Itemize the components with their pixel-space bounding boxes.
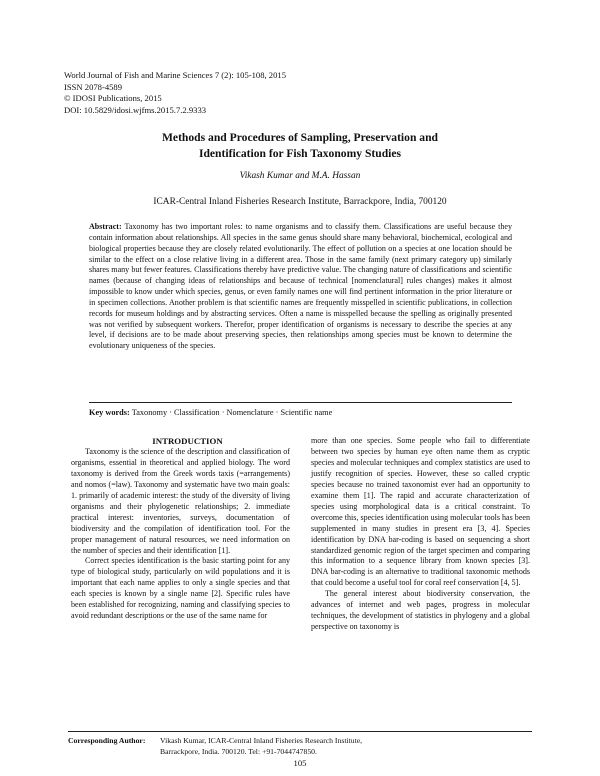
page-number: 105 [293, 758, 307, 768]
corresponding-author-line-1: Vikash Kumar, ICAR-Central Inland Fisheries Research Institute, [160, 736, 363, 745]
journal-citation: World Journal of Fish and Marine Sciences 7 (2): 105-108, 2015 [64, 70, 286, 80]
abstract [89, 222, 512, 352]
keywords-label: Key words: [89, 408, 130, 417]
abstract-text: Taxonomy has two important roles: to name organisms and to classify them. Classifications are useful because they contain information about relationships. All species in the same genus should share many behavioral, biochemical, ecological and biological properties because they are closely related evolutionarily. The effect of pollution on a species at one location should be similar to the effect on a close relative living in a different area. Those in the same family (next primary category up) similarly shares many but fewer features. Classifications thereby have predictive value. The changing nature of classifications and scientific names (because of changing ideas of relationships and because of technical [nomenclatural] rules changes) makes it almost impossible to know under which species, genus, or even family names one will find pertinent information in the prior literature or in specimen collections. Another problem is that scientific names are frequently misspelled in scientific publications, in collection records for museum holdings and by abstracting services. Often a name is misspelled because the spelling as originally presented was not verified by subsequent workers. Therefor, proper identification of organisms is necessary to describe the species at any level, if decisions are to be made about preserving species, then relationships among species must be known to determine the evolutionary uniqueness of the species. [89, 222, 512, 351]
keywords [89, 408, 519, 417]
intro-right-paragraph-2: The general interest about biodiversity conservation, the advances of internet and web pages, progress in molecular techniques, the development of statistics in phylogeny and a global perspective on taxonomy is [311, 589, 530, 632]
intro-right-paragraph-1: more than one species. Some people who fail to differentiate between two species by human eye often name them as cryptic species and molecular techniques and complex statistics are used to justify recognition of species. However, these so called cryptic species because no trained taxonomist ever had an opportunity to examine them [1]. The rapid and accurate characterization of species using morphological data is a critical constraint. To overcome this, species identification using molecular tools has been supplemented in many studies in present era [3, 4]. Species identification by DNA bar-coding is based on sequencing a short standardized genomic region of the target specimen and comparing this information to a sequence library from known species [3]. DNA bar-coding is an alternative to traditional taxonomic methods that could become a useful tool for coral reef conservation [4, 5]. [311, 436, 530, 588]
intro-left-paragraph-2: Correct species identification is the basic starting point for any type of biological study, particularly on wild populations and it is important that each name applies to only a single species and that each species is known by a single name [2]. Specific rules have been established for recognizing, naming and classifying species to avoid redundant descriptions or the use of the same name for [71, 556, 290, 621]
intro-left-paragraph-1: Taxonomy is the science of the description and classification of organisms, essential in theoretical and applied biology. The word taxonomy is derived from the Greek words taxis (=arrangements) and nomos (=law). Taxonomy and systematic have two main goals: 1. primarily of academic interest: the study of the diversity of living organisms and their phylogenetic relationships; 2. immediate practical interest: inventories, surveys, documentation of biodiversity and the compilation of identification tool. For the proper management of natural resources, we need information on the number of species and their identification [1]. [71, 446, 290, 555]
journal-doi: DOI: 10.5829/idosi.wjfms.2015.7.2.9333 [64, 104, 207, 115]
abstract-divider [89, 402, 512, 403]
intro-heading: INTRODUCTION [152, 436, 223, 446]
authors: Vikash Kumar and M.A. Hassan [239, 171, 361, 181]
corresponding-author-label: Corresponding Author: [68, 736, 146, 745]
journal-copyright: © IDOSI Publications, 2015 [64, 93, 162, 104]
paper-title [60, 130, 540, 162]
right-column [311, 436, 530, 633]
affiliation: ICAR-Central Inland Fisheries Research Institute, Barrackpore, India, 700120 [153, 197, 447, 207]
keywords-text: Taxonomy · Classification · Nomenclature · Scientific name [131, 408, 333, 417]
left-column [71, 436, 290, 622]
title-line-2: Identification for Fish Taxonomy Studies [198, 147, 402, 160]
footer-divider [68, 731, 532, 732]
abstract-label: Abstract: [89, 222, 122, 231]
corresponding-author-line-2: Barrackpore, India. 700120. Tel: +91-7044747850. [160, 747, 317, 756]
journal-issn: ISSN 2078-4589 [64, 81, 123, 92]
title-line-1: Methods and Procedures of Sampling, Preservation and [161, 131, 438, 144]
corresponding-author [68, 735, 362, 757]
journal-meta [64, 70, 286, 116]
